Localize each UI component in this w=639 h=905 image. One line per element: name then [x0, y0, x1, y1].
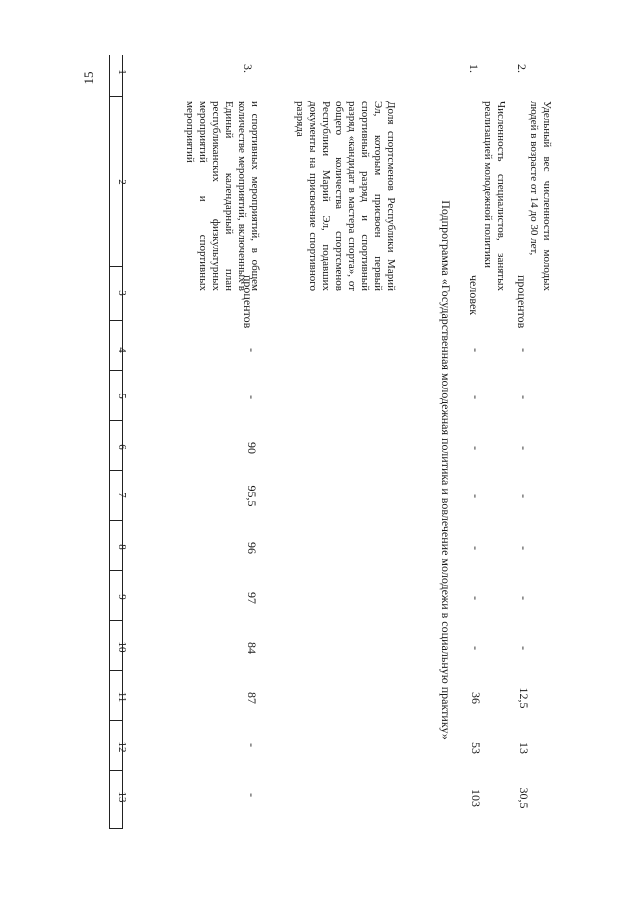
col-divider [109, 266, 123, 267]
sub-row-2-value: 30,5 [517, 787, 531, 809]
col-divider [109, 828, 123, 829]
sub-row-1-value: - [469, 596, 483, 600]
sub-row-2-value: - [517, 596, 531, 600]
header-top-rule [109, 55, 110, 828]
sub-row-1-value: - [469, 546, 483, 550]
header-col-10: 10 [116, 641, 128, 653]
header-col-2: 2 [116, 179, 128, 185]
sub-row-2-value: 12,5 [517, 687, 531, 709]
sub-row-1-value: - [469, 494, 483, 498]
sub-row-1-value: 103 [469, 789, 483, 807]
row-3-value: 95,5 [245, 485, 259, 507]
sub-row-1-value: - [469, 395, 483, 399]
sub-row-2-value: 13 [517, 742, 531, 754]
header-col-3: 3 [116, 290, 128, 296]
row-3-value: 97 [245, 592, 259, 604]
col-divider [109, 520, 123, 521]
sub-row-2-value: - [517, 348, 531, 352]
col-divider [109, 670, 123, 671]
sub-row-1-number: 1. [467, 64, 481, 73]
col-divider [109, 770, 123, 771]
row-3-value: - [245, 793, 259, 797]
row-3-value: - [245, 395, 259, 399]
row-3-value: 96 [245, 542, 259, 554]
row-3-value: - [245, 348, 259, 352]
header-col-13: 13 [116, 791, 128, 803]
row-continuation-text: и спортивных мероприятий, в общем количестве мероприятий, включенных в Единый календарный план республиканских физкультурных мероприятий и спортивных мероприятий [184, 101, 261, 291]
row-3-indicator: Доля спортсменов Республики Марий Эл, которым присвоен первый спортивный разряд и спортивный разряд «кандидат в мастера спорта», от общего количества спортсменов Республики Марий Эл, подавших документы на присвоение спортивного разряда [294, 101, 397, 291]
sub-row-1-indicator: Численность специалистов, занятых реализацией молодежной политики [482, 101, 507, 291]
header-col-8: 8 [116, 544, 128, 550]
col-divider [109, 96, 123, 97]
sub-row-2-value: - [517, 446, 531, 450]
header-col-9: 9 [116, 594, 128, 600]
sub-row-2-value: - [517, 395, 531, 399]
sub-row-2-number: 2. [515, 64, 529, 73]
row-3-unit: процентов [241, 275, 255, 329]
row-3-number: 3. [241, 64, 255, 73]
col-divider [109, 620, 123, 621]
header-col-4: 4 [116, 347, 128, 353]
page-number: 15 [81, 71, 96, 85]
col-divider [109, 320, 123, 321]
sub-row-1-unit: человек [467, 275, 481, 316]
sub-row-1-value: - [469, 446, 483, 450]
sub-row-1-value: - [469, 348, 483, 352]
header-col-7: 7 [116, 492, 128, 498]
col-divider [109, 570, 123, 571]
header-col-6: 6 [116, 444, 128, 450]
col-divider [109, 470, 123, 471]
header-col-11: 11 [116, 691, 128, 703]
sub-row-2-value: - [517, 546, 531, 550]
col-divider [109, 420, 123, 421]
header-col-1: 1 [116, 69, 128, 75]
subprogram-title: Подпрограмма «Государственная молодежная политика и вовлечение молодежи в социальную практику» [439, 200, 453, 740]
row-3-value: 87 [245, 692, 259, 704]
header-col-12: 12 [116, 741, 128, 753]
col-divider [109, 720, 123, 721]
sub-row-2-value: - [517, 494, 531, 498]
row-3-value: 90 [245, 442, 259, 454]
header-col-5: 5 [116, 393, 128, 399]
sub-row-2-unit: процентов [515, 275, 529, 329]
sub-row-2-value: - [517, 646, 531, 650]
col-divider [109, 370, 123, 371]
sub-row-1-value: 53 [469, 742, 483, 754]
row-3-value: 84 [245, 642, 259, 654]
sub-row-2-indicator: Удельный вес численности молодых людей в возрасте от 14 до 30 лет, [528, 101, 553, 291]
sub-row-1-value: - [469, 646, 483, 650]
row-3-value: - [245, 743, 259, 747]
sub-row-1-value: 36 [469, 692, 483, 704]
